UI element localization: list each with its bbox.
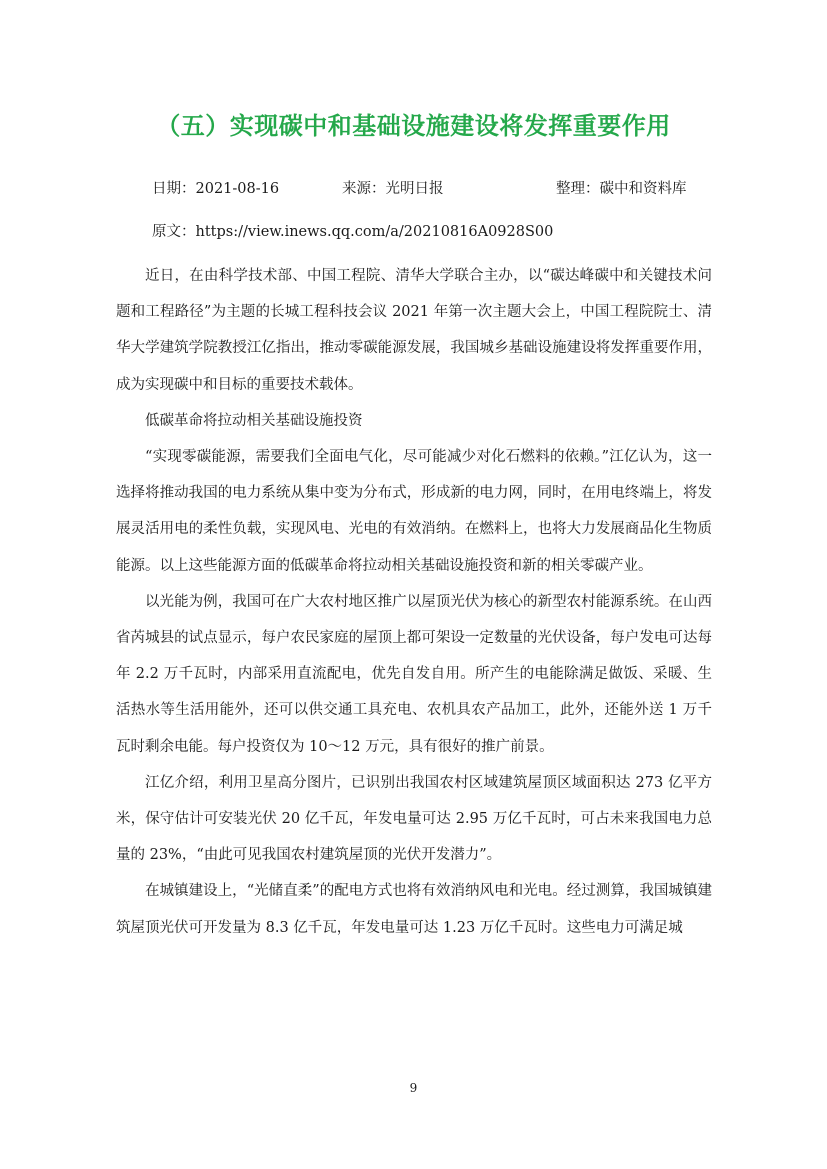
paragraph: “实现零碳能源，需要我们全面电气化，尽可能减少对化石燃料的依赖。”江亿认为，这一选择将推动我国的电力系统从集中变为分布式，形成新的电力网，同时，在用电终端上，将发展灵活用电的柔性负载，实现风电、光电的有效消纳。在燃料上，也将大力发展商品化生物质能源。以上这些能源方面的低碳革命将拉动相关基础设施投资和新的相关零碳产业。 bbox=[116, 449, 712, 574]
paragraph: 近日，在由科学技术部、中国工程院、清华大学联合主办，以“碳达峰碳中和关键技术问题和工程路径”为主题的长城工程科技会议 2021 年第一次主题大会上，中国工程院院士、清华大学建筑学院教授江亿指出，推动零碳能源发展，我国城乡基础设施建设将发挥重要作用，成为实现碳中和目标的重要技术载体。 bbox=[116, 268, 712, 393]
paragraph: 以光能为例，我国可在广大农村地区推广以屋顶光伏为核心的新型农村能源系统。在山西省芮城县的试点显示，每户农民家庭的屋顶上都可架设一定数量的光伏设备，每户发电可达每年 2.2 万千瓦时，内部采用直流配电，优先自发自用。所产生的电能除满足做饭、采暖、生活热水等生活用能外，还可以供交通工具充电、农机具农产品加工，此外，还能外送 1 万千瓦时剩余电能。每户投资仅为 10～12 万元，具有很好的推广前景。 bbox=[116, 593, 712, 755]
section-subheading: 低碳革命将拉动相关基础设施投资 bbox=[145, 412, 363, 429]
article-title: （五）实现碳中和基础设施建设将发挥重要作用 bbox=[156, 112, 671, 140]
article-source: 来源：光明日报 bbox=[342, 181, 444, 197]
article-meta bbox=[152, 177, 712, 199]
article-body bbox=[116, 258, 712, 946]
paragraph: 在城镇建设上，“光储直柔”的配电方式也将有效消纳风电和光电。经过测算，我国城镇建筑屋顶光伏可开发量为 8.3 亿千瓦，年发电量可达 1.23 万亿千瓦时。这些电力可满足城 bbox=[116, 883, 712, 936]
original-url: 原文：https://view.inews.qq.com/a/20210816A0928S00 bbox=[152, 224, 554, 240]
publish-date: 日期：2021-08-16 bbox=[152, 181, 280, 197]
article-editor: 整理：碳中和资料库 bbox=[556, 181, 687, 197]
paragraph: 江亿介绍，利用卫星高分图片，已识别出我国农村区域建筑屋顶区域面积达 273 亿平方米，保守估计可安装光伏 20 亿千瓦，年发电量可达 2.95 万亿千瓦时，可占未来我国电力总量的 23%，“由此可见我国农村建筑屋顶的光伏开发潜力”。 bbox=[116, 774, 712, 864]
page-number: 9 bbox=[409, 1081, 418, 1095]
